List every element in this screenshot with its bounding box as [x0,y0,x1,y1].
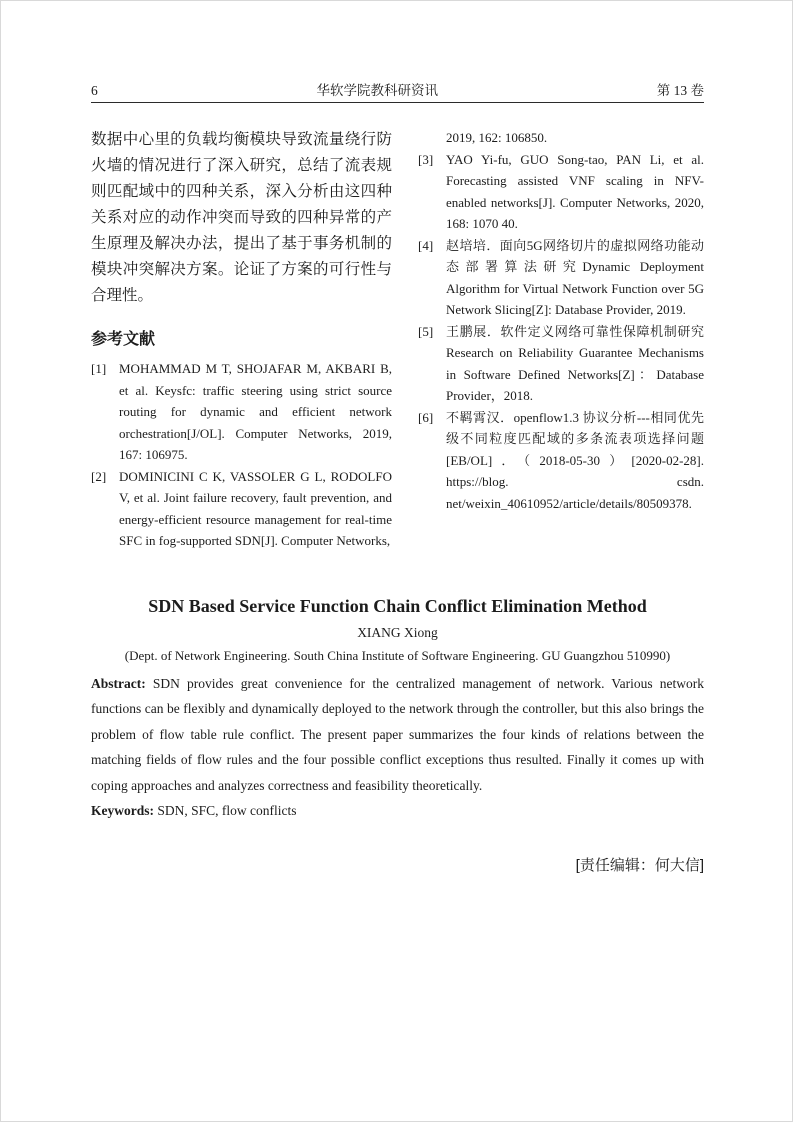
page-header [91,79,704,103]
reference-label: [3] [418,151,434,167]
reference-text: 赵培培．面向5G网络切片的虚拟网络功能动态部署算法研究Dynamic Deployment Algorithm for Virtual Network Function over 5G Network Slicing[Z]: Database Provider, 2019. [446,237,704,317]
reference-label: [1] [91,361,107,376]
left-column [91,127,392,552]
reference-label: [5] [418,323,434,339]
reference-text: 不羁霄汉．openflow1.3 协议分析---相同优先级不同粒度匹配域的多条流表项选择问题[EB/OL]．（2018-05-30）[2020-02-28]. https://blog. csdn. net/weixin_40610952/article/details/80509378. [446,409,704,511]
reference-text: 王鹏展．软件定义网络可靠性保障机制研究 Research on Reliability Guarantee Mechanisms in Software Defined Networks[Z]：Database Provider，2018. [446,323,704,403]
reference-item [418,235,704,321]
keywords-line [91,798,704,824]
reference-label: [2] [91,468,107,484]
abstract-text: SDN provides great convenience for the centralized management of network. Various network functions can be flexibly and dynamically deployed to the network through the controller, but this also brings the problem of flow table rule conflict. The present paper summarizes the four kinds of relations between the matching fields of flow rules and the four possible conflict exceptions thus resulted. Finally it comes up with coping approaches and analyzes correctness and feasibility theoretically. [91,675,704,793]
references-heading: 参考文献 [91,331,156,348]
reference-text: DOMINICINI C K, VASSOLER G L, RODOLFO V, et al. Joint failure recovery, fault prevention, and energy-efficient resource management for real-time SFC in fog-supported SDN[J]. Computer Networks, [119,468,392,548]
right-column [418,127,704,552]
page-number: 6 [91,83,98,98]
reference-text: MOHAMMAD M T, SHOJAFAR M, AKBARI B, et al. Keysfc: traffic steering using strict source routing for dynamic and efficient network orchestration[J/OL]. Computer Networks, 2019, 167: 106975. [119,361,392,462]
reference-item [91,466,392,552]
reference-item [418,149,704,235]
keywords-text: SDN, SFC, flow conflicts [157,803,297,818]
reference-list-right [418,149,704,515]
page-content [91,79,704,875]
reference-item [418,407,704,515]
article-section [91,596,704,875]
volume-label: 第 13 卷 [656,83,704,98]
reference-continuation: 2019, 162: 106850. [446,130,548,145]
reference-list-left [91,358,392,552]
abstract-paragraph [91,671,704,799]
two-column-body [91,127,704,552]
reference-item [418,321,704,407]
editor-note: [责任编辑：何大信] [575,856,704,874]
reference-label: [6] [418,409,434,425]
article-author: XIANG Xiong [357,624,438,640]
reference-label: [4] [418,237,434,253]
keywords-label: Keywords: [91,803,154,818]
journal-title: 华软学院教科研资讯 [316,83,438,98]
reference-text: YAO Yi-fu, GUO Song-tao, PAN Li, et al. Forecasting assisted VNF scaling in NFV-enabled networks[J]. Computer Networks, 2020, 168: 1070 40. [446,151,704,231]
reference-item [91,358,392,466]
article-affiliation: (Dept. of Network Engineering. South China Institute of Software Engineering. GU Guangzhou 510990) [124,647,671,663]
abstract-label: Abstract: [91,675,146,691]
intro-paragraph: 数据中心里的负载均衡模块导致流量绕行防火墙的情况进行了深入研究，总结了流表规则匹配域中的四种关系，深入分析由这四种关系对应的动作冲突而导致的四种异常的产生原理及解决办法，提出了基于事务机制的模块冲突解决方案。论证了方案的可行性与合理性。 [91,131,392,304]
article-title: SDN Based Service Function Chain Conflict Elimination Method [148,595,647,616]
